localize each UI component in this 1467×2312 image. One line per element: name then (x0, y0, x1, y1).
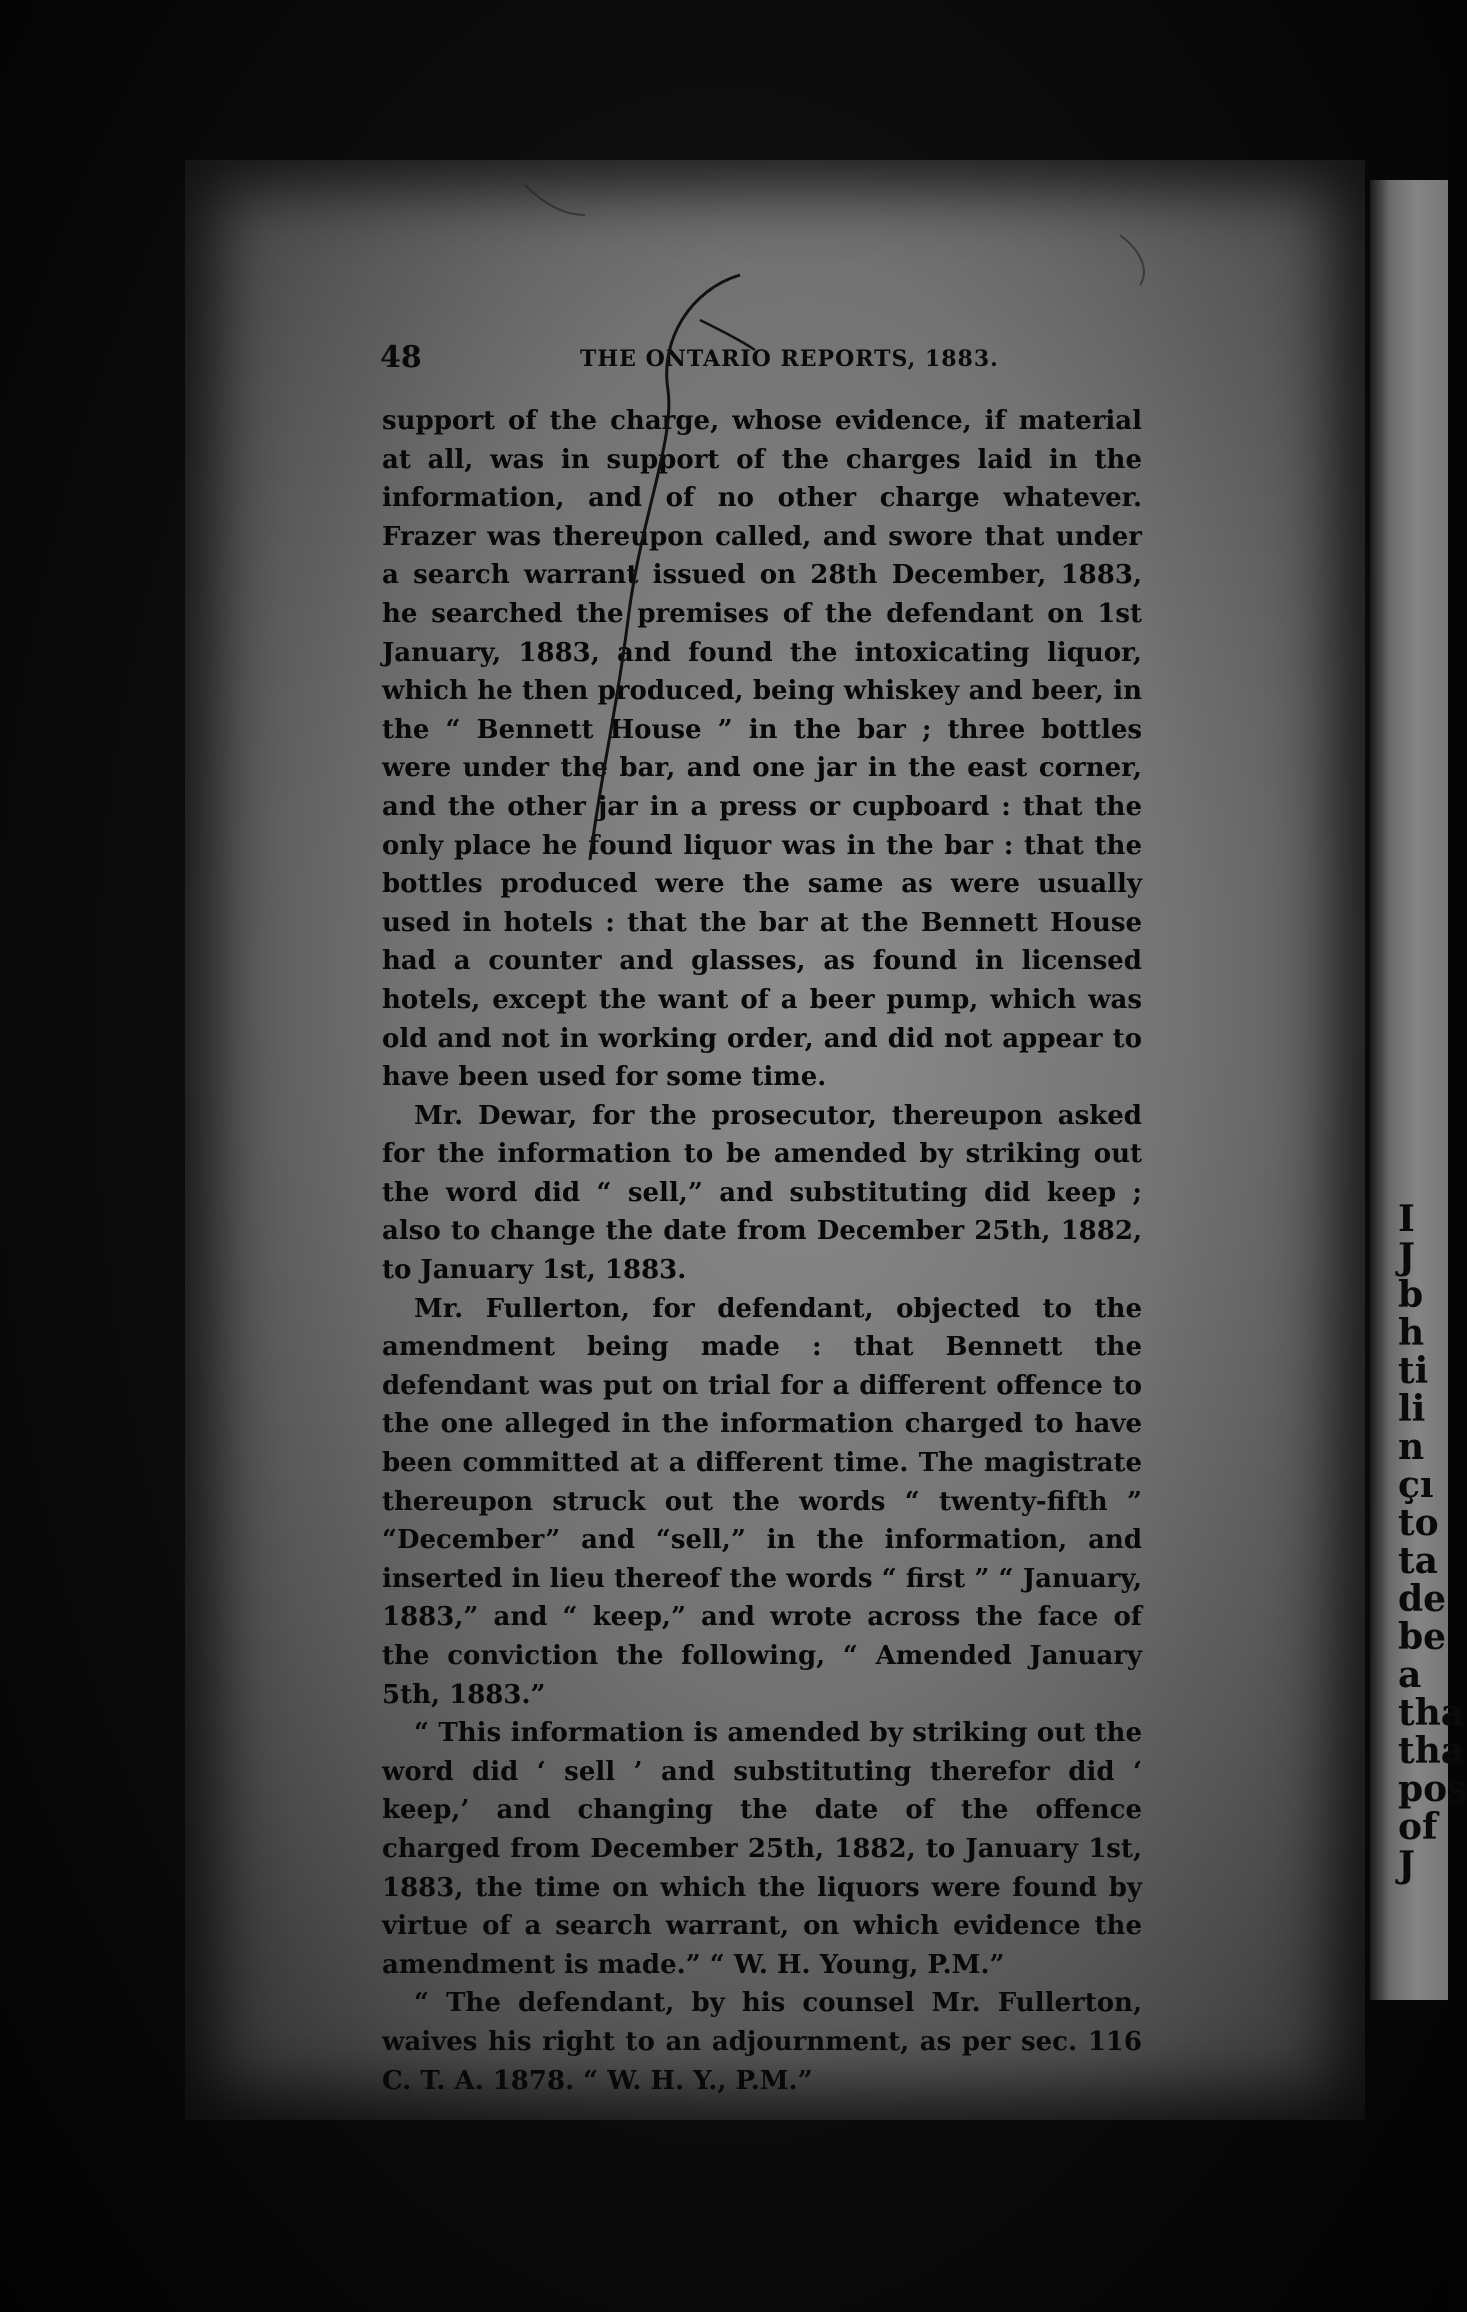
facing-page-fragment: I (1398, 1198, 1415, 1240)
facing-page-fragment: be (1398, 1616, 1447, 1658)
facing-page-fragment: n (1398, 1426, 1425, 1468)
paragraph: Mr. Fullerton, for defendant, objected to the amendment being made : that Bennett the defendant was put on trial for a different offence to the one alleged in the information charged to have been committed at a different time. The magistrate thereupon struck out the words “ twenty-fifth ” “December” and “sell,” in the information, and inserted in lieu thereof the words “ first ” “ January, 1883,” and “ keep,” and wrote across the face of the conviction the following, “ Amended January 5th, 1883.” (382, 1293, 1142, 1710)
facing-page-fragment: to (1398, 1502, 1439, 1544)
facing-page-fragment: li (1398, 1388, 1426, 1430)
page-header (380, 340, 1140, 390)
paragraph: “ The defendant, by his counsel Mr. Fullerton, waives his right to an adjournment, as per sec. 116 C. T. A. 1878. “ W. H. Y., P.M.” (382, 1988, 1142, 2096)
paragraph: “ This information is amended by striking out the word did ‘ sell ’ and substituting therefor did ‘ keep,’ and changing the date of the offence charged from December 25th, 1882, to January 1st, 1883, the time on which the liquors were found by virtue of a search warrant, on which evidence the amendment is made.” “ W. H. Young, P.M.” (382, 1718, 1142, 1980)
facing-page-fragment: tha (1398, 1730, 1465, 1772)
facing-page-fragment: ti (1398, 1350, 1429, 1392)
facing-page-fragment: tha (1398, 1692, 1465, 1734)
running-head: THE ONTARIO REPORTS, 1883. (580, 346, 999, 372)
facing-page-fragments (1398, 1198, 1467, 1886)
paragraph: Mr. Dewar, for the prosecutor, thereupon asked for the information to be amended by striking out the word did “ sell,” and substituting did keep ; also to change the date from December 25th, 1882, to January 1st, 1883. (382, 1100, 1142, 1286)
page-number: 48 (380, 340, 422, 375)
facing-page-fragment: ta (1398, 1540, 1438, 1582)
facing-page-fragment: of J (1398, 1806, 1438, 1886)
facing-page-fragment: h (1398, 1312, 1425, 1354)
facing-page-fragment: a (1398, 1654, 1422, 1696)
body-text (382, 402, 1142, 2100)
facing-page-fragment: de (1398, 1578, 1447, 1620)
facing-page-fragment: pos (1398, 1768, 1467, 1810)
paragraph: support of the charge, whose evidence, if material at all, was in support of the charges laid in the information, and of no other charge whatever. Frazer was thereupon called, and swore that under a search warrant issued on 28th December, 1883, he searched the premises of the defendant on 1st January, 1883, and found the intoxicating liquor, which he then produced, being whiskey and beer, in the “ Bennett House ” in the bar ; three bottles were under the bar, and one jar in the east corner, and the other jar in a press or cupboard : that the only place he found liquor was in the bar : that the bottles produced were the same as were usually used in hotels : that the bar at the Bennett House had a counter and glasses, as found in licensed hotels, except the want of a beer pump, which was old and not in working order, and did not appear to have been used for some time. (382, 406, 1142, 1093)
facing-page-fragment: çı (1398, 1464, 1434, 1506)
facing-page-fragment: J (1398, 1236, 1416, 1278)
facing-page-fragment: b (1398, 1274, 1424, 1316)
